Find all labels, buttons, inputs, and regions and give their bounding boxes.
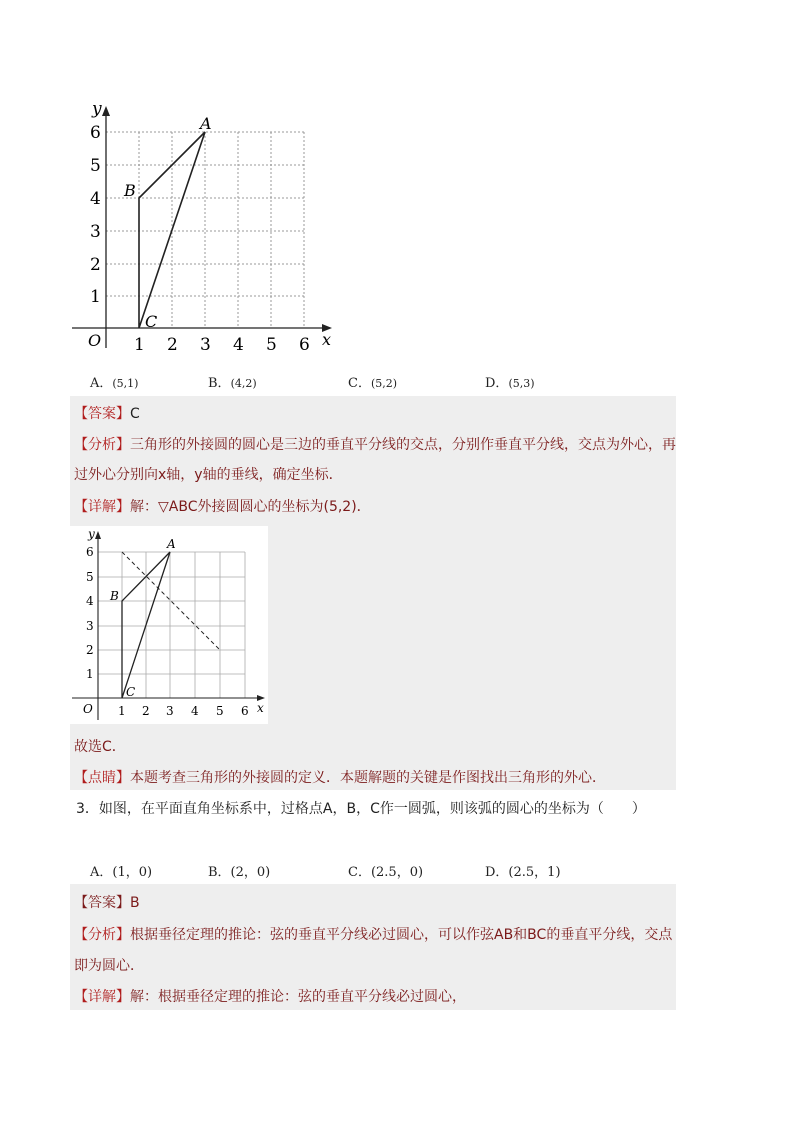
y-tick-label: 6 [90, 123, 101, 143]
answer-line [74, 892, 140, 912]
point-b-label: B [124, 181, 136, 200]
y-axis-arrow-icon [95, 531, 101, 539]
y-tick-labels-2 [86, 545, 94, 681]
comment-text: 本题考查三角形的外接圆的定义．本题解题的关键是作图找出三角形的外心． [130, 770, 606, 786]
choice-b[interactable]: B．(4,2) [208, 376, 257, 391]
analysis-line-2: 即为圆心． [74, 958, 144, 974]
y-tick-label: 3 [86, 619, 94, 633]
point-c-label: C [126, 685, 136, 699]
x-tick-labels-2 [118, 704, 249, 718]
analysis-line-1 [74, 434, 676, 454]
x-tick-label: 1 [134, 335, 145, 354]
point-a-label: A [167, 537, 176, 551]
analysis-tag: 【分析】 [74, 437, 130, 453]
y-axis-label: y [92, 99, 102, 119]
choice-c[interactable]: C．(2.5，0) [348, 865, 424, 880]
point-a-label: A [200, 114, 212, 133]
x-axis-label: x [322, 330, 332, 349]
grid-2 [98, 552, 245, 698]
x-tick-label: 5 [216, 704, 224, 718]
y-tick-labels-1 [90, 123, 101, 307]
answer-value: C [130, 406, 140, 422]
y-axis-arrow-icon [102, 106, 110, 116]
grid-1 [106, 132, 304, 328]
coordinate-graph-1 [66, 96, 342, 354]
comment-tag: 【点睛】 [74, 770, 130, 786]
conclusion-line: 故选C． [74, 739, 126, 755]
x-tick-label: 3 [200, 335, 211, 354]
analysis-text-1: 三角形的外接圆的圆心是三边的垂直平分线的交点，分别作垂直平分线，交点为外心，再 [130, 437, 676, 453]
y-axis-label: y [88, 527, 95, 541]
analysis-line-2: 过外心分别向x轴，y轴的垂线，确定坐标． [74, 467, 343, 483]
answer-tag: 【答案】 [74, 895, 130, 911]
answer-line [74, 403, 140, 423]
y-tick-label: 4 [90, 189, 101, 209]
x-tick-label: 3 [166, 704, 174, 718]
choice-c[interactable]: C．(5,2) [348, 376, 398, 391]
point-c-label: C [145, 312, 158, 331]
coordinate-graph-2 [70, 526, 268, 724]
x-tick-labels-1 [134, 335, 310, 354]
y-tick-label: 4 [86, 594, 94, 608]
x-tick-label: 2 [167, 335, 178, 354]
y-tick-label: 3 [90, 222, 101, 242]
detail-line [74, 986, 466, 1006]
y-tick-label: 6 [86, 545, 94, 559]
choice-a[interactable]: A．(5,1) [90, 376, 139, 391]
choice-d[interactable]: D．(2.5，1) [485, 865, 561, 880]
y-tick-label: 2 [86, 643, 94, 657]
detail-line [74, 496, 371, 516]
y-tick-label: 5 [86, 570, 94, 584]
x-tick-label: 6 [299, 335, 310, 354]
point-b-label: B [110, 589, 119, 603]
x-tick-label: 5 [266, 335, 277, 354]
origin-label: O [88, 331, 102, 350]
x-tick-label: 1 [118, 704, 126, 718]
detail-text: 解：▽ABC外接圆圆心的坐标为(5,2)． [130, 499, 371, 515]
y-tick-label: 5 [90, 156, 101, 176]
choice-a[interactable]: A．(1，0) [90, 865, 153, 880]
analysis-line-1 [74, 924, 672, 944]
comment-line [74, 767, 606, 787]
analysis-text-1: 根据垂径定理的推论：弦的垂直平分线必过圆心，可以作弦AB和BC的垂直平分线，交点 [130, 927, 673, 943]
detail-text: 解：根据垂径定理的推论：弦的垂直平分线必过圆心， [130, 989, 466, 1005]
y-tick-label: 1 [90, 287, 101, 307]
choice-b[interactable]: B．(2，0) [208, 865, 271, 880]
detail-tag: 【详解】 [74, 989, 130, 1005]
origin-label: O [83, 702, 93, 716]
detail-tag: 【详解】 [74, 499, 130, 515]
answer-value: B [130, 895, 140, 911]
analysis-tag: 【分析】 [74, 927, 130, 943]
x-tick-label: 4 [233, 335, 244, 354]
question-3: 3．如图，在平面直角坐标系中，过格点A，B，C作一圆弧，则该弧的圆心的坐标为（ ） [76, 801, 646, 817]
x-axis-label: x [257, 701, 264, 715]
x-tick-label: 2 [142, 704, 150, 718]
choice-d[interactable]: D．(5,3) [485, 376, 535, 391]
y-tick-label: 1 [86, 667, 94, 681]
x-tick-label: 6 [241, 704, 249, 718]
x-tick-label: 4 [191, 704, 199, 718]
y-tick-label: 2 [90, 255, 101, 275]
answer-tag: 【答案】 [74, 406, 130, 422]
